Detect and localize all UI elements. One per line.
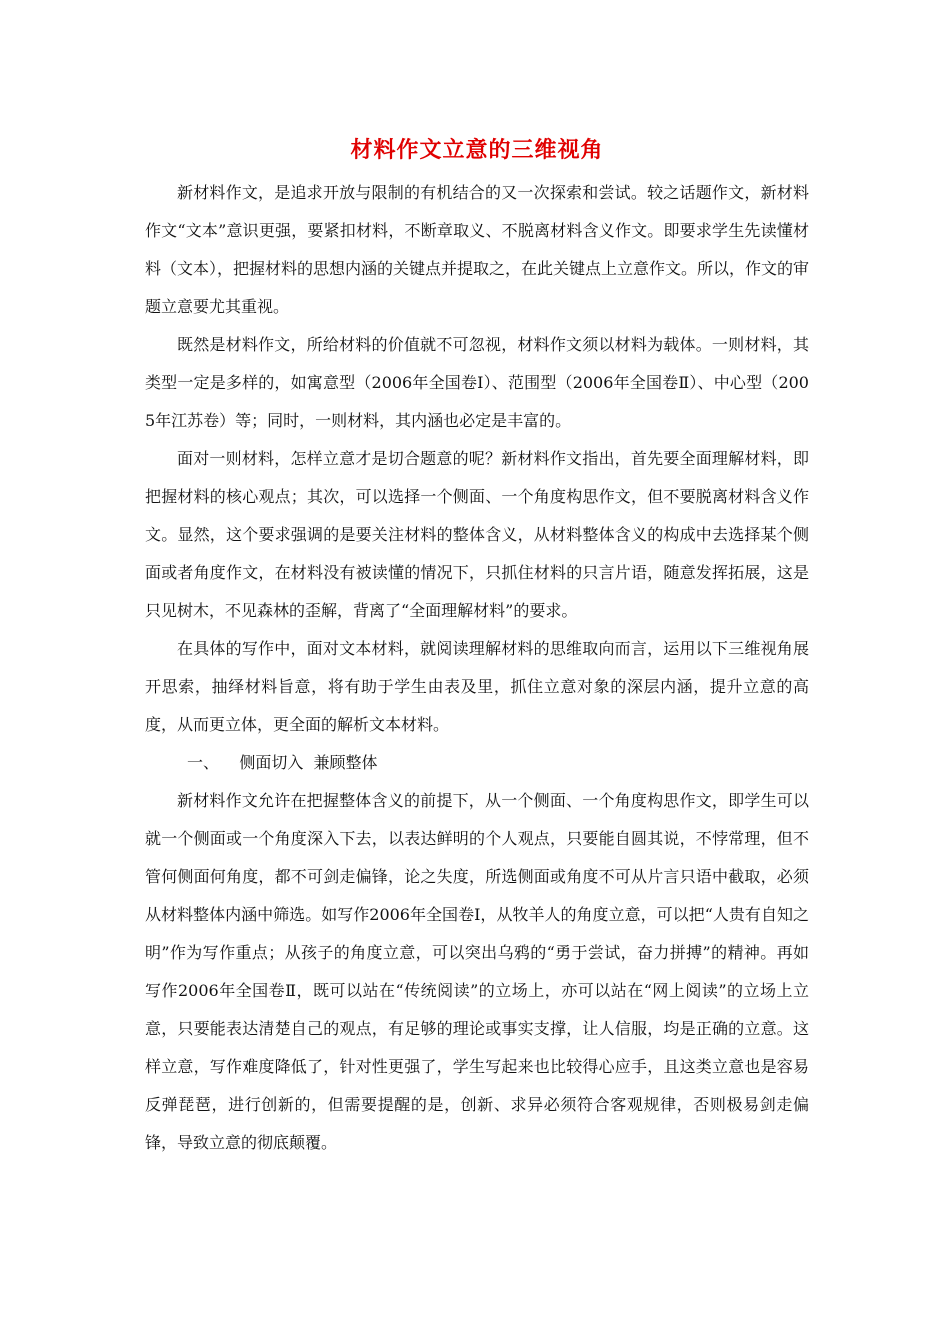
paragraph-intro: 新材料作文，是追求开放与限制的有机结合的又一次探索和尝试。较之话题作文，新材料作文“文本”意识更强，要紧扣材料，不断章取义、不脱离材料含义作文。即要求学生先读懂材料（文本），把握材料的思想内涵的关键点并提取之，在此关键点上立意作文。所以，作文的审题立意要尤其重视。 <box>145 183 810 316</box>
paragraph-understanding: 面对一则材料，怎样立意才是切合题意的呢？新材料作文指出，首先要全面理解材料，即把握材料的核心观点；其次，可以选择一个侧面、一个角度构思作文，但不要脱离材料含义作文。显然，这个要求强调的是要关注材料的整体含义，从材料整体含义的构成中去选择某个侧面或者角度作文，在材料没有被读懂的情况下，只抓住材料的只言片语，随意发挥拓展，这是只见树木，不见森林的歪解，背离了“全面理解材料”的要求。 <box>145 449 809 620</box>
paragraph-section-one: 新材料作文允许在把握整体含义的前提下，从一个侧面、一个角度构思作文，即学生可以就一个侧面或一个角度深入下去，以表达鲜明的个人观点，只要能自圆其说，不悖常理，但不管何侧面何角度，都不可剑走偏锋，论之失度，所选侧面或角度不可从片言只语中截取，必须从材料整体内涵中筛选。如写作2006年全国卷Ⅰ，从牧羊人的角度立意，可以把“人贵有自知之明”作为写作重点；从孩子的角度立意，可以突出乌鸦的“勇于尝试，奋力拼搏”的精神。再如写作2006年全国卷Ⅱ，既可以站在“传统阅读”的立场上，亦可以站在“网上阅读”的立场上立意，只要能表达清楚自己的观点，有足够的理论或事实支撑，让人信服，均是正确的立意。这样立意，写作难度降低了，针对性更强了，学生写起来也比较得心应手，且这类立意也是容易反弹琵琶，进行创新的，但需要提醒的是，创新、求异必须符合客观规律，否则极易剑走偏锋，导致立意的彻底颠覆。 <box>145 791 809 1152</box>
paragraph-material-types: 既然是材料作文，所给材料的价值就不可忽视，材料作文须以材料为载体。一则材料，其类型一定是多样的，如寓意型（2006年全国卷Ⅰ）、范围型（2006年全国卷Ⅱ）、中心型（2005年江苏卷）等；同时，一则材料，其内涵也必定是丰富的。 <box>145 335 809 430</box>
section-heading-one: 一、 侧面切入 兼顾整体 <box>187 753 378 772</box>
paragraph-three-dimensions: 在具体的写作中，面对文本材料，就阅读理解材料的思维取向而言，运用以下三维视角展开思索，抽绎材料旨意，将有助于学生由表及里，抓住立意对象的深层内涵，提升立意的高度，从而更立体，更全面的解析文本材料。 <box>145 639 809 734</box>
document-title: 材料作文立意的三维视角 <box>350 137 604 163</box>
document-content <box>145 136 809 1162</box>
